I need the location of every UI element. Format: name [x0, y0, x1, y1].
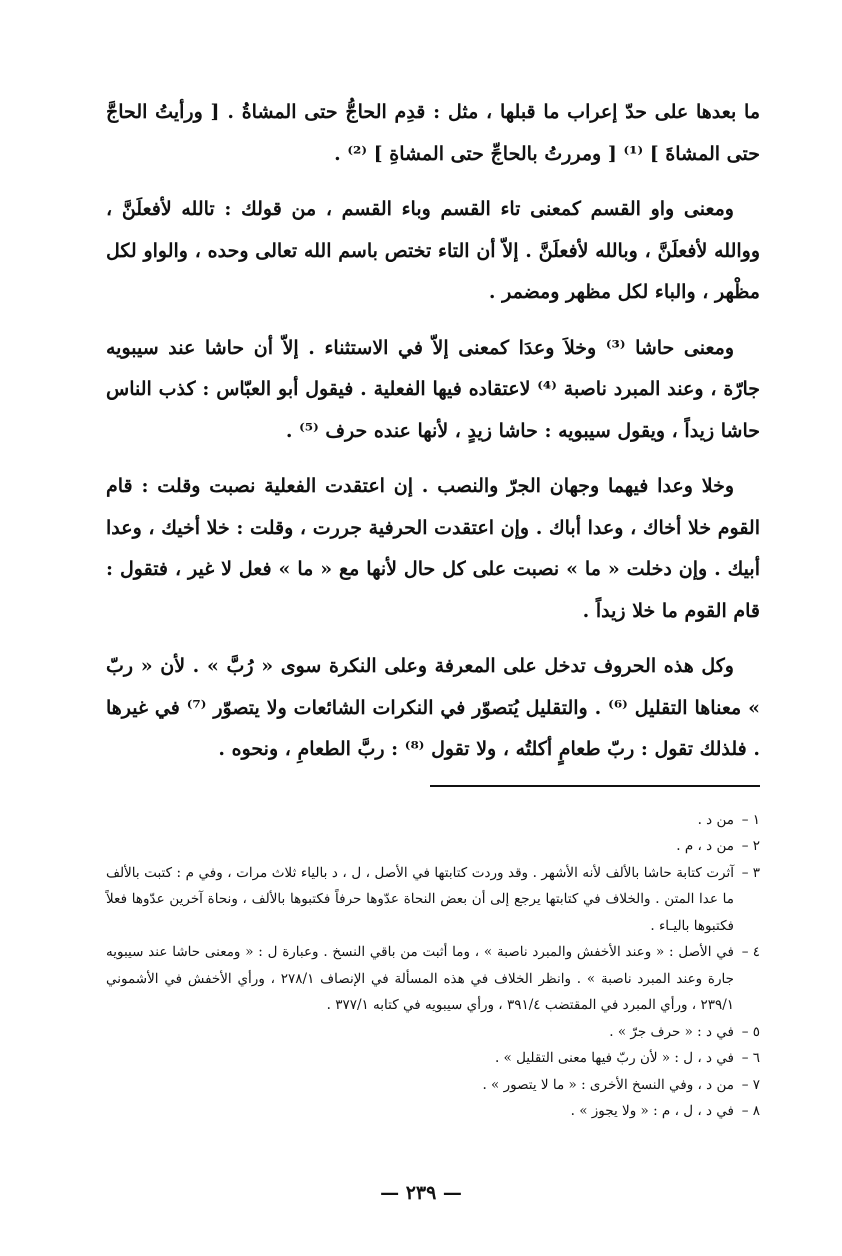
footnotes: [106, 807, 760, 1125]
paragraph-5: وكل هذه الحروف تدخل على المعرفة وعلى النكرة سوى « رُبَّ » . لأن « ربّ » معناها التقليل ⁽⁶⁾ . والتقليل يُتصوّر في النكرات الشائعات ولا يتصوّر ⁽⁷⁾ في غيرها . فلذلك تقول : ربّ طعامٍ أكلتُه ، ولا تقول ⁽⁸⁾ : ربَّ الطعامِ ، ونحوه .: [106, 655, 760, 760]
paragraph-4: وخلا وعدا فيهما وجهان الجرّ والنصب . إن اعتقدت الفعلية نصبت وقلت : قام القوم خلا أخاك ، وعدا أباك . وإن اعتقدت الحرفية جررت ، وقلت : خلا أخيك ، وعدا أبيك . وإن دخلت « ما » نصبت على كل حال لأنها مع « ما » فعل لا غير ، فتقول : قام القوم ما خلا زيداً .: [106, 475, 760, 622]
footnote: [106, 807, 760, 834]
footnote-number: ٧ –: [741, 1076, 760, 1093]
footnote-text: في د ، ل : « لأن ربّ فيها معنى التقليل » .: [494, 1050, 734, 1066]
footnote: [106, 939, 760, 1019]
footnote-text: في د ، ل ، م : « ولا يجوز » .: [570, 1103, 734, 1119]
footnote: [106, 1045, 760, 1072]
footnote-text: من د ، وفي النسخ الأخرى : « ما لا يتصور » .: [482, 1076, 734, 1093]
footnote-number: ٢ –: [741, 838, 760, 854]
paragraph-2: ومعنى واو القسم كمعنى تاء القسم وباء القسم ، من قولك : تالله لأفعلَنَّ ، ووالله لأفعلَنَّ ، وبالله لأفعلَنَّ . إلاّ أن التاء تختص باسم الله تعالى وحده ، والواو لكل مظْهر ، والباء لكل مظهر ومضمر .: [106, 198, 760, 303]
footnote-number: ٥ –: [741, 1023, 760, 1040]
footnote-number: ٣ –: [741, 864, 760, 881]
footnote-text: آثرت كتابة حاشا بالألف لأنه الأشهر . وقد وردت كتابتها في الأصل ، ل ، د بالياء ثلاث مرات ، وفي م : كتبت بالألف ما عدا المتن . والخلاف في كتابتها يرجع إلى أن بعض النحاة عدّوها حرفاً فكتبوها بالألف ، ونحاة آخرين عدّوها فعلاً فكتبوها باليـاء .: [106, 864, 734, 934]
footnote-text: من د .: [697, 811, 734, 828]
footnote-number: ٤ –: [741, 944, 760, 960]
footnote: [106, 1098, 760, 1125]
main-text: [106, 92, 760, 771]
footnote-text: من د ، م .: [676, 838, 734, 854]
footnote: [106, 833, 760, 860]
paragraph-1: ما بعدها على حدّ إعراب ما قبلها ، مثل : قدِم الحاجُّ حتى المشاةُ . [ ورأيتُ الحاجَّ حتى المشاةَ ] ⁽¹⁾ [ ومررتُ بالحاجِّ حتى المشاةِ ] ⁽²⁾ .: [106, 101, 760, 165]
footnote-number: ٨ –: [741, 1103, 760, 1119]
footnote-divider: [430, 785, 760, 787]
paragraph-3: ومعنى حاشا ⁽³⁾ وخلاَ وعدَا كمعنى إلاّ في الاستثناء . إلاّ أن حاشا عند سيبويه جارّة ، وعند المبرد ناصبة ⁽⁴⁾ لاعتقاده فيها الفعلية . فيقول أبو العبّاس : كذب الناس حاشا زيداً ، ويقول سيبويه : حاشا زيدٍ ، لأنها عنده حرف ⁽⁵⁾ .: [106, 336, 760, 442]
footnote-number: ١ –: [741, 811, 760, 828]
footnote-text: في د : « حرف جرّ » .: [609, 1023, 734, 1040]
footnote: [106, 860, 760, 940]
page-number: — ٢٣٩ —: [380, 1182, 462, 1204]
footnote-text: في الأصل : « وعند الأخفش والمبرد ناصبة » ، وما أثبت من باقي النسخ . وعبارة ل : « ومعنى حاشا عند سيبويه جارة وعند المبرد ناصبة » . وانظر الخلاف في هذه المسألة في الإنصاف ٢٧٨/١ ، ورأي الأخفش في الأشموني ٢٣٩/١ ، ورأي المبرد في المقتضب ٣٩١/٤ ، ورأي سيبويه في كتابه ٣٧٧/١ .: [106, 944, 734, 1013]
footnote: [106, 1072, 760, 1099]
footnote-number: ٦ –: [741, 1050, 760, 1066]
footnote: [106, 1019, 760, 1046]
